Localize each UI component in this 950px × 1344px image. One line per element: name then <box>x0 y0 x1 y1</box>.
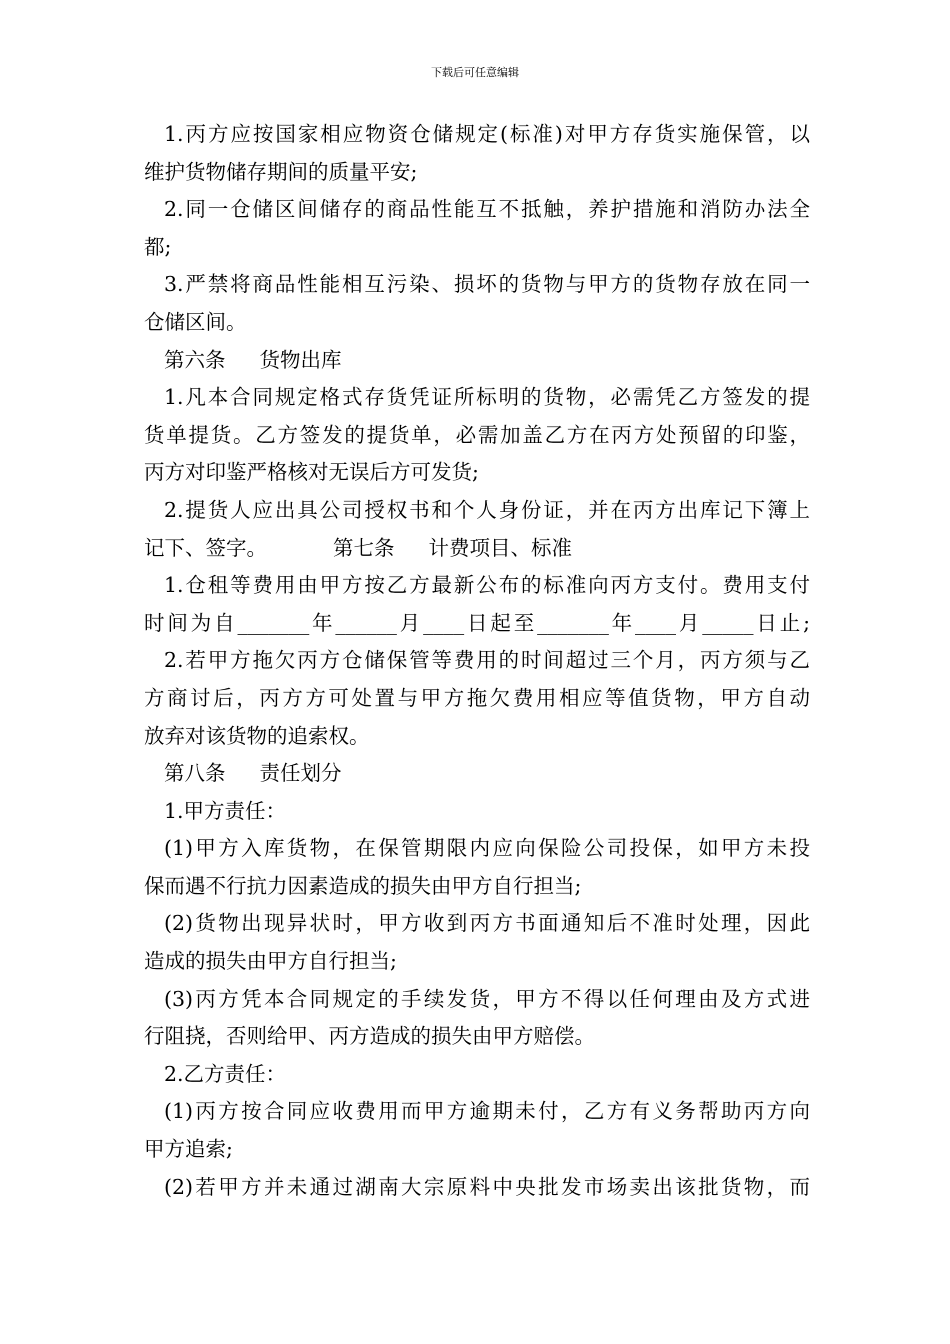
paragraph-line: 仓储区间。 <box>144 309 247 334</box>
paragraph-line: (2)若甲方并未通过湖南大宗原料中央批发市场卖出该批货物，而 <box>164 1174 810 1199</box>
section-title: 货物出库 <box>259 347 342 372</box>
paragraph-line: 3.严禁将商品性能相互污染、损坏的货物与甲方的货物存放在同一 <box>164 272 810 297</box>
paragraph-line: 放弃对该货物的追索权。 <box>144 723 370 748</box>
section-number: 第八条 <box>164 761 226 786</box>
paragraph-line: 2.提货人应出具公司授权书和个人身份证，并在丙方出库记下簿上 <box>164 497 810 522</box>
paragraph-line: (1)丙方按合同应收费用而甲方逾期未付，乙方有义务帮助丙方向 <box>164 1099 810 1124</box>
paragraph-line: 货单提货。乙方签发的提货单，必需加盖乙方在丙方处预留的印鉴， <box>144 422 810 447</box>
paragraph-line: 丙方对印鉴严格核对无误后方可发货; <box>144 460 479 485</box>
paragraph-line: 行阻挠，否则给甲、丙方造成的损失由甲方赔偿。 <box>144 1024 595 1049</box>
section-title: 责任划分 <box>259 761 342 786</box>
paragraph-line: 2.乙方责任： <box>164 1061 287 1086</box>
paragraph-line: 1.仓租等费用由甲方按乙方最新公布的标准向丙方支付。费用支付 <box>164 573 810 598</box>
paragraph-text: 记下、签字。 <box>144 535 267 560</box>
page-header: 下载后可任意编辑 <box>431 66 519 79</box>
paragraph-line: 造成的损失由甲方自行担当; <box>144 949 397 974</box>
paragraph-line: 2.同一仓储区间储存的商品性能互不抵触，养护措施和消防办法全 <box>164 197 810 222</box>
paragraph-line: 1.丙方应按国家相应物资仓储规定(标准)对甲方存货实施保管，以 <box>164 122 810 146</box>
section-title: 计费项目、标准 <box>428 535 572 560</box>
paragraph-line: (3)丙方凭本合同规定的手续发货，甲方不得以任何理由及方式进 <box>164 986 810 1011</box>
paragraph-line: 2.若甲方拖欠丙方仓储保管等费用的时间超过三个月，丙方须与乙 <box>164 648 810 673</box>
section-number: 第七条 <box>333 535 395 560</box>
section-number: 第六条 <box>164 347 226 372</box>
document-body <box>144 116 810 1206</box>
paragraph-line: 保而遇不行抗力因素造成的损失由甲方自行担当; <box>144 873 582 898</box>
section-heading <box>144 342 810 380</box>
section-heading <box>144 755 810 793</box>
paragraph-line: 都; <box>144 234 172 259</box>
paragraph-line: 1.凡本合同规定格式存货凭证所标明的货物，必需凭乙方签发的提 <box>164 385 810 410</box>
paragraph-line: 甲方追索; <box>144 1137 233 1162</box>
paragraph-line: 1.甲方责任： <box>164 798 287 823</box>
paragraph-line: (2)货物出现异状时，甲方收到丙方书面通知后不准时处理，因此 <box>164 911 810 936</box>
date-fill-line: 时间为自_______年______月____日起至_______年____月_____日止; <box>144 610 810 635</box>
paragraph-line: 方商讨后，丙方方可处置与甲方拖欠费用相应等值货物，甲方自动 <box>144 685 810 710</box>
paragraph-line: (1)甲方入库货物，在保管期限内应向保险公司投保，如甲方未投 <box>164 836 810 861</box>
paragraph-line: 维护货物储存期间的质量平安; <box>144 159 418 184</box>
paragraph-line <box>144 530 810 568</box>
